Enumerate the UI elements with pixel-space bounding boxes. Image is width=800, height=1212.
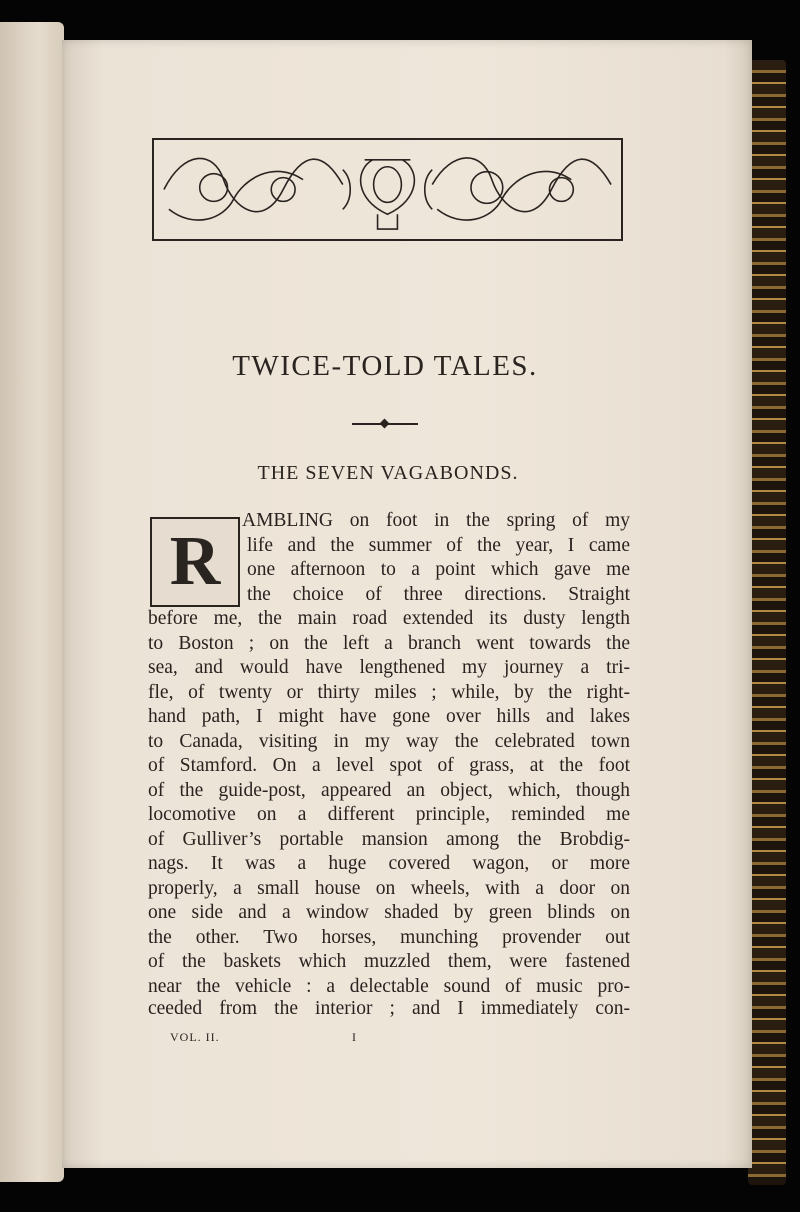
text-line: sea, and would have lengthened my journey a tri- [148, 657, 630, 678]
chapter-title: THE SEVEN VAGABONDS. [257, 462, 519, 484]
text-line: of the baskets which muzzled them, were fastened [148, 951, 630, 972]
ornamental-headpiece [152, 138, 623, 241]
text-line: one side and a window shaded by green blinds on [148, 902, 630, 923]
text-line: of the guide-post, appeared an object, which, though [148, 780, 630, 801]
text-line: nags. It was a huge covered wagon, or more [148, 853, 630, 874]
text-line: locomotive on a different principle, reminded me [148, 804, 630, 825]
text-line: AMBLING on foot in the spring of my [242, 510, 630, 531]
left-page-edge [0, 22, 64, 1182]
running-title: TWICE-TOLD TALES. [232, 350, 538, 382]
text-line: hand path, I might have gone over hills and lakes [148, 706, 630, 727]
text-line: of Gulliver’s portable mansion among the Brobdig- [148, 829, 630, 850]
title-divider [352, 423, 418, 425]
footer-volume: VOL. II. [170, 1030, 220, 1044]
text-line: to Canada, visiting in my way the celebrated town [148, 731, 630, 752]
drop-cap-initial: R [150, 517, 240, 607]
text-line: of Stamford. On a level spot of grass, at the foot [148, 755, 630, 776]
text-line: ceeded from the interior ; and I immediately con- [148, 998, 630, 1019]
text-line: near the vehicle : a delectable sound of music pro- [148, 976, 630, 997]
text-line: life and the summer of the year, I came [247, 535, 630, 556]
text-line: properly, a small house on wheels, with a door on [148, 878, 630, 899]
footer-signature: I [352, 1030, 357, 1044]
text-line: fle, of twenty or thirty miles ; while, by the right- [148, 682, 630, 703]
text-line: one afternoon to a point which gave me [247, 559, 630, 580]
text-line: the other. Two horses, munching provender out [148, 927, 630, 948]
book-cover-edge [748, 60, 786, 1185]
text-line: before me, the main road extended its dusty length [148, 608, 630, 629]
text-line: to Boston ; on the left a branch went towards the [148, 633, 630, 654]
text-line: the choice of three directions. Straight [247, 584, 630, 605]
